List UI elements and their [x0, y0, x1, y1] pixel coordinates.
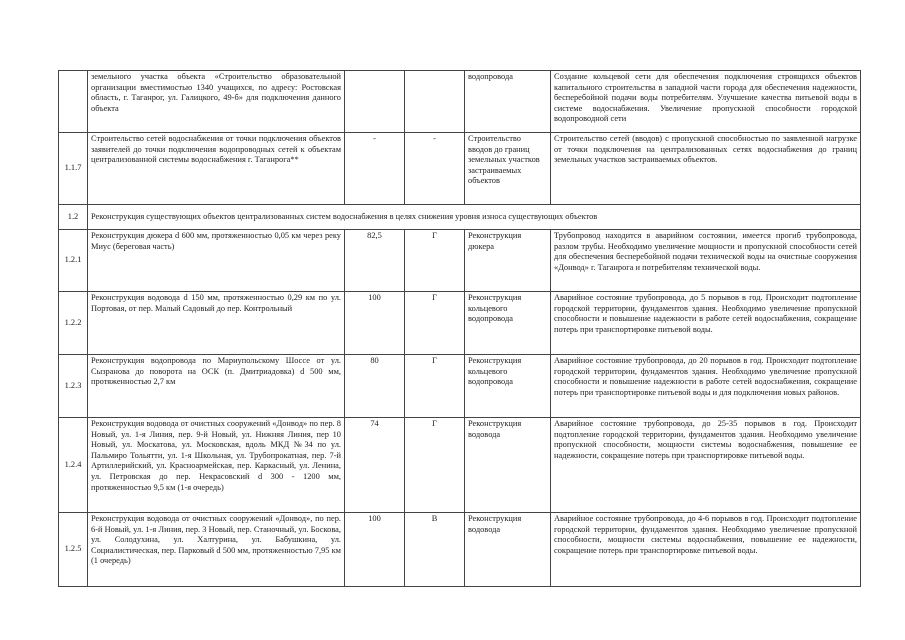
row-number: 1.2.2: [59, 292, 88, 355]
measure-name: Реконструкция дюкера d 600 мм, протяженностью 0,05 км через реку Миус (береговая часть): [88, 230, 345, 292]
measure-category: В: [405, 513, 465, 587]
measure-type: Реконструкция водовода: [465, 513, 551, 587]
measure-value: [345, 71, 405, 133]
measure-description: Аварийное состояние трубопровода, до 25-35 порывов в год. Происходит подтопление городской территории, фундаментов здания. Необходимо увеличение пропускной способности, мощности системы водоснабжения, повышение ее надежности, сокращение потерь при транспортировке питьевой воды.: [551, 418, 861, 513]
measure-type: Реконструкция дюкера: [465, 230, 551, 292]
measure-value: 82,5: [345, 230, 405, 292]
table-row: [59, 292, 861, 355]
row-number: 1.2.4: [59, 418, 88, 513]
row-number: 1.2.5: [59, 513, 88, 587]
measure-name: Реконструкция водопровода по Мариупольскому Шоссе от ул. Сызранова до поворота на ОСК (п. Дмитриадовка) d 500 мм, протяженностью 2,7 км: [88, 355, 345, 418]
table-row: [59, 133, 861, 205]
measures-table: [58, 70, 861, 587]
measure-description: Аварийное состояние трубопровода, до 5 порывов в год. Происходит подтопление городской территории, фундаментов здания. Необходимо увеличение пропускной способности и повышение надежности в работе сетей водоснабжения, сокращение потерь при транспортировке питьевой воды.: [551, 292, 861, 355]
row-number: 1.2.1: [59, 230, 88, 292]
measure-type: водопровода: [465, 71, 551, 133]
row-number: 1.2.3: [59, 355, 88, 418]
measure-category: Г: [405, 418, 465, 513]
measure-type: Реконструкция водовода: [465, 418, 551, 513]
measure-name: земельного участка объекта «Строительство образовательной организации вместимостью 1340 учащихся, по адресу: Ростовская область, г. Таганрог, ул. Галицкого, 49-б» для подключения данного объекта: [88, 71, 345, 133]
measure-value: -: [345, 133, 405, 205]
measure-name: Реконструкция водовода от очистных сооружений «Донвод», по пер. 6-й Новый, ул. 1-я Линия, пер. 3 Новый, пер. Станочный, ул. Боскова, ул. Солодухина, ул. Халтурина, ул. Бабушкина, ул. Социалистическая, пер. Парковый d 500 мм, протяженностью 7,95 км (1 очередь): [88, 513, 345, 587]
measure-category: -: [405, 133, 465, 205]
measure-category: Г: [405, 355, 465, 418]
measure-description: Строительство сетей (вводов) с пропускной способностью по заявленной нагрузке от точки подключения на централизованных сетях водоснабжения до границ земельных участков застраиваемых объектов.: [551, 133, 861, 205]
table-row: [59, 71, 861, 133]
measure-category: Г: [405, 292, 465, 355]
measure-value: 74: [345, 418, 405, 513]
table-row: [59, 230, 861, 292]
table-row: [59, 513, 861, 587]
table-row: [59, 418, 861, 513]
section-number: 1.2: [59, 205, 88, 230]
measure-description: Аварийное состояние трубопровода, до 4-6 порывов в год. Происходит подтопление городской территории, фундаментов здания. Необходимо увеличение пропускной способности, мощности системы водоснабжения, повышение ее надежности, сокращение потерь при транспортировке питьевой воды.: [551, 513, 861, 587]
measure-type: Строительство вводов до границ земельных участков застраиваемых объектов: [465, 133, 551, 205]
measure-name: Реконструкция водовода от очистных сооружений «Донвод» по пер. 8 Новый, ул. 1-я Линия, пер. 9-й Новый, ул. Нижняя Линия, пер 10 Новый, ул. Москатова, ул. Московская, вдоль МКД №34 по ул. Пальмиро Тольятти, ул. 1-я Школьная, ул. Трубопрокатная, пер. 7-й Артиллерийский, ул. Красноармейская, пер. Каркасный, ул. Ленина, ул. Петровская до пер. Некрасовский d 300 - 1200 мм, протяженностью 9,5 км (1-я очередь): [88, 418, 345, 513]
measure-category: Г: [405, 230, 465, 292]
measure-description: Трубопровод находится в аварийном состоянии, имеется прогиб трубопровода, разлом трубы. Необходимо увеличение мощности и пропускной способности сетей для обеспечения бесперебойной подачи технической воды на очистные сооружения «Донвод» г. Таганрога и потребителям технической воды.: [551, 230, 861, 292]
table-row: [59, 355, 861, 418]
measure-value: 100: [345, 292, 405, 355]
measure-type: Реконструкция кольцевого водопровода: [465, 292, 551, 355]
measure-type: Реконструкция кольцевого водопровода: [465, 355, 551, 418]
measure-name: Строительство сетей водоснабжения от точки подключения объектов заявителей до точки подключения водопроводных сетей к объектам централизованной системы водоснабжения г. Таганрога**: [88, 133, 345, 205]
row-number: 1.1.7: [59, 133, 88, 205]
measure-value: 80: [345, 355, 405, 418]
section-row: [59, 205, 861, 230]
row-number: [59, 71, 88, 133]
measure-name: Реконструкция водовода d 150 мм, протяженностью 0,29 км по ул. Портовая, от пер. Малый Садовый до пер. Контрольный: [88, 292, 345, 355]
measure-value: 100: [345, 513, 405, 587]
measure-description: Создание кольцевой сети для обеспечения подключения строящихся объектов капитального строительства в западной части города для обеспечения надежности, бесперебойной подачи воды потребителям. Улучшение качества питьевой воды в системе водоснабжения. Увеличение пропускной способности городской водопроводной сети: [551, 71, 861, 133]
measure-category: [405, 71, 465, 133]
measure-description: Аварийное состояние трубопровода, до 20 порывов в год. Происходит подтопление городской территории, фундаментов здания. Необходимо увеличение пропускной способности и повышение надежности в работе сетей водоснабжения, сокращение потерь при транспортировке питьевой воды и для подключения новых районов.: [551, 355, 861, 418]
section-title: Реконструкция существующих объектов централизованных систем водоснабжения в целях снижения уровня износа существующих объектов: [88, 205, 861, 230]
